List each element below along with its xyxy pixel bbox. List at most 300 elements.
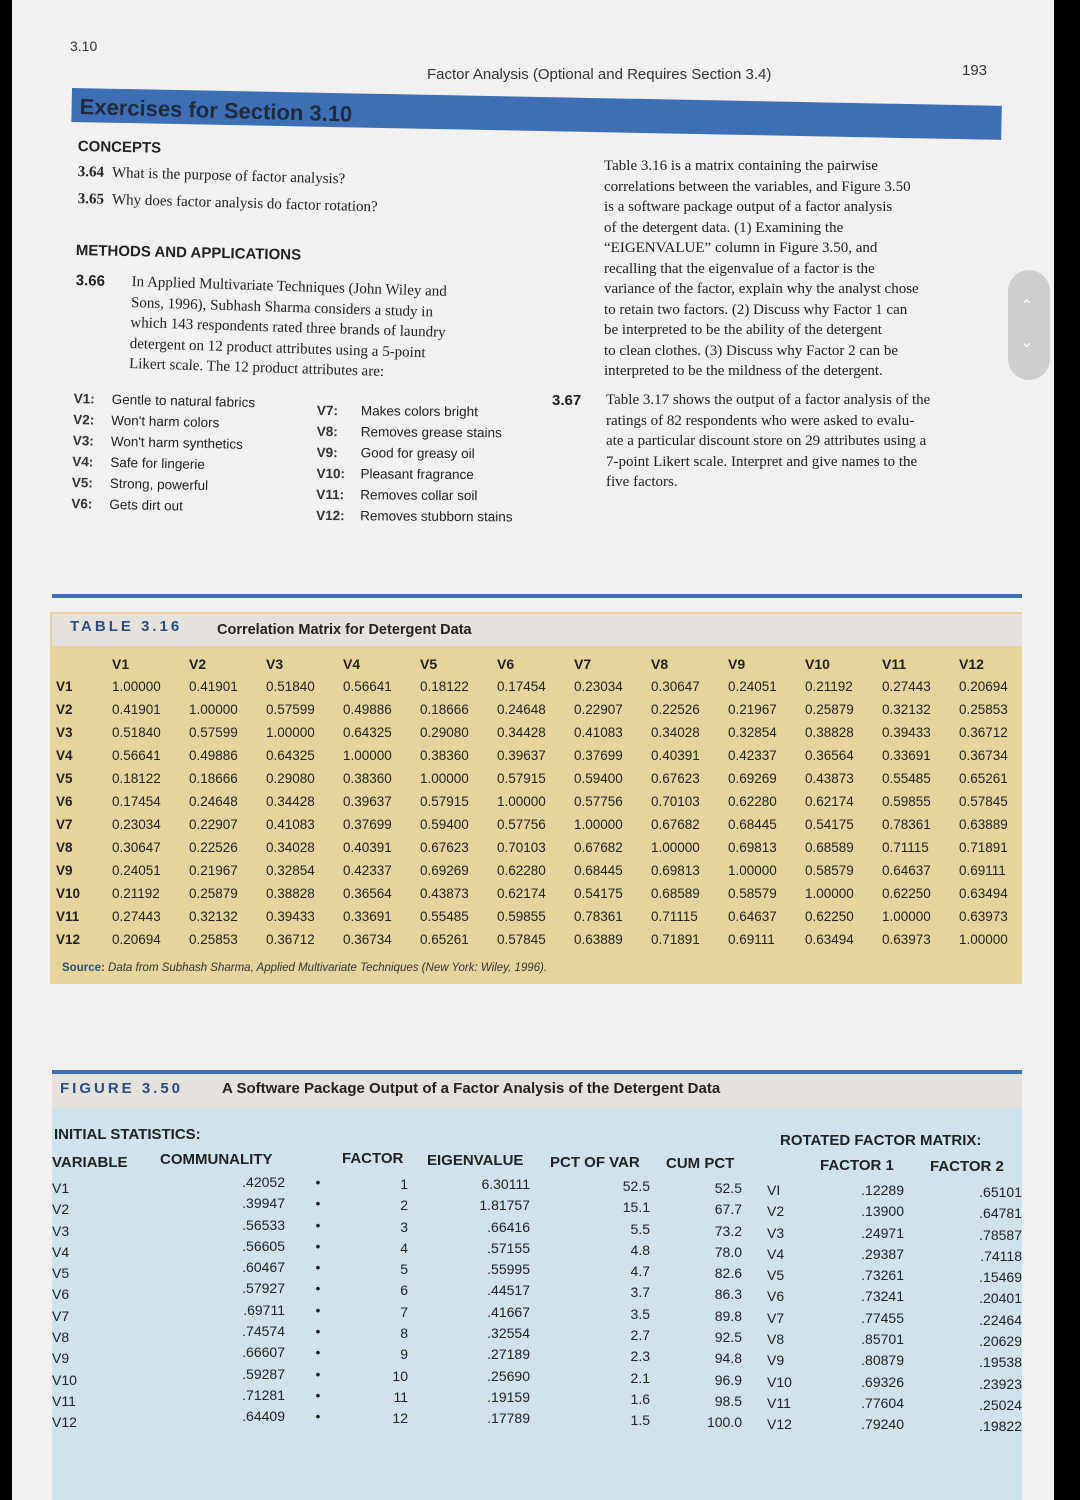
factor-cell: 12 xyxy=(392,1410,408,1427)
table-cell: 0.22907 xyxy=(189,817,238,832)
communality-column xyxy=(192,1172,285,1428)
table-row xyxy=(52,767,1036,790)
factor-2-cell: .64781 xyxy=(979,1205,1022,1222)
table-cell: 0.54175 xyxy=(574,886,623,901)
table-cell: 0.62280 xyxy=(728,794,777,809)
table-cell: 0.58579 xyxy=(728,886,777,901)
table-cell: 0.41901 xyxy=(112,702,161,717)
header-factor-1: FACTOR 1 xyxy=(820,1157,894,1174)
table-cell: 0.34428 xyxy=(497,725,546,740)
factor-1-cell: .13900 xyxy=(861,1203,904,1220)
table-cell: 0.78361 xyxy=(574,909,623,924)
factor-cell: 7 xyxy=(400,1303,408,1320)
question-3-64 xyxy=(78,164,346,188)
table-cell: 0.71891 xyxy=(959,840,1008,855)
table-cell: 0.30647 xyxy=(112,840,161,855)
header-eigenvalue: EIGENVALUE xyxy=(427,1152,524,1169)
table-cell: 0.69269 xyxy=(728,771,777,786)
attribute-item: V11: Removes collar soil xyxy=(316,486,478,504)
factor-cell: 11 xyxy=(393,1388,408,1405)
header-variable: VARIABLE xyxy=(52,1154,128,1171)
table-row xyxy=(52,905,1036,928)
rotated-variable-cell: V4 xyxy=(767,1245,785,1262)
variable-cell: V5 xyxy=(52,1265,70,1282)
factor-1-cell: .79240 xyxy=(861,1416,904,1433)
rotated-matrix-heading: ROTATED FACTOR MATRIX: xyxy=(780,1132,982,1149)
table-cell: 1.00000 xyxy=(112,679,161,694)
table-cell: 0.32132 xyxy=(882,702,931,717)
pct-var-cell: 2.1 xyxy=(630,1369,650,1386)
factor-cell: 5 xyxy=(400,1261,408,1278)
text-line: which 143 respondents rated three brands of laundry xyxy=(130,314,446,341)
communality-cell: .66607 xyxy=(242,1344,285,1361)
table-cell: 0.71115 xyxy=(882,840,929,855)
text-line: five factors. xyxy=(606,474,678,490)
variable-cell: V7 xyxy=(52,1307,70,1324)
table-cell: 0.69813 xyxy=(728,840,777,855)
table-cell: 1.00000 xyxy=(728,863,777,878)
factor-2-cell: .65101 xyxy=(979,1184,1022,1200)
table-cell: 0.57756 xyxy=(497,817,546,832)
question-3-67-text xyxy=(606,390,1006,493)
column-header: V12 xyxy=(959,655,984,672)
table-cell: 0.27443 xyxy=(882,679,931,694)
factor-2-cell: .20401 xyxy=(979,1290,1022,1307)
table-cell: 0.39433 xyxy=(266,909,315,924)
factor-2-cell: .22464 xyxy=(979,1311,1022,1328)
table-cell: 0.40391 xyxy=(343,840,392,855)
row-label: V2 xyxy=(56,702,73,717)
pct-var-cell: 3.5 xyxy=(630,1305,650,1322)
table-cell: 0.63973 xyxy=(959,909,1008,924)
table-cell: 0.18122 xyxy=(112,771,161,786)
table-cell: 0.51840 xyxy=(112,725,161,740)
table-cell: 0.23034 xyxy=(112,817,161,832)
rotated-variable-cell: V11 xyxy=(767,1394,791,1411)
table-cell: 0.30647 xyxy=(651,679,700,694)
table-cell: 0.68445 xyxy=(728,817,777,832)
attribute-item: V3: Won't harm synthetics xyxy=(72,432,244,452)
communality-cell: .39947 xyxy=(242,1195,285,1212)
table-cell: 0.20694 xyxy=(112,932,161,947)
column-header: V10 xyxy=(805,655,830,672)
table-cell: 0.64637 xyxy=(882,863,931,878)
communality-cell: .59287 xyxy=(242,1365,285,1382)
communality-cell: .42052 xyxy=(242,1174,285,1190)
communality-cell: .64409 xyxy=(242,1408,285,1425)
table-cell: 1.00000 xyxy=(497,794,546,809)
column-header: V2 xyxy=(189,655,207,672)
table-cell: 0.24648 xyxy=(189,794,238,809)
text-line: be interpreted to be the ability of the detergent xyxy=(604,322,882,338)
table-cell: 0.24051 xyxy=(112,863,161,878)
table-cell: 0.62280 xyxy=(497,863,546,878)
table-cell: 0.71115 xyxy=(651,909,698,924)
pct-var-cell: 2.7 xyxy=(630,1327,650,1344)
text-line: ate a particular discount store on 29 attributes using a xyxy=(606,433,927,449)
table-cell: 0.42337 xyxy=(728,748,777,763)
table-cell: 0.24051 xyxy=(728,679,777,694)
attribute-item: V7: Makes colors bright xyxy=(316,402,479,420)
table-cell: 0.21192 xyxy=(805,679,853,694)
factor-1-cell: .77455 xyxy=(861,1309,904,1326)
table-row xyxy=(52,928,1036,951)
column-header: V5 xyxy=(420,655,438,672)
table-cell: 0.32132 xyxy=(189,909,238,924)
eigenvalue-column xyxy=(452,1174,530,1430)
pct-var-cell: 1.6 xyxy=(630,1390,650,1407)
table-cell: 0.49886 xyxy=(189,748,238,763)
separator-dot: • xyxy=(315,1216,321,1233)
text-line: ratings of 82 respondents who were asked to evalu- xyxy=(606,412,915,429)
separator-dot: • xyxy=(315,1174,321,1190)
table-cell: 0.25853 xyxy=(189,932,238,947)
page-number: 193 xyxy=(962,62,988,79)
table-source xyxy=(62,962,547,974)
header-cum-pct: CUM PCT xyxy=(666,1155,735,1172)
cum-pct-cell: 92.5 xyxy=(714,1329,742,1346)
attribute-item: V6: Gets dirt out xyxy=(71,495,184,514)
table-row xyxy=(52,744,1036,767)
table-cell: 0.29080 xyxy=(266,771,315,786)
table-cell: 0.36712 xyxy=(959,725,1008,740)
separator-dot: • xyxy=(315,1386,321,1403)
table-cell: 0.38360 xyxy=(343,771,392,786)
chevron-down-icon[interactable]: ⌄ xyxy=(1020,334,1034,351)
text-line: In Applied Multivariate Techniques (John Wiley and xyxy=(131,273,448,300)
table-cell: 0.32854 xyxy=(728,725,777,740)
table-cell: 0.62250 xyxy=(805,909,854,924)
table-cell: 0.59400 xyxy=(574,771,623,786)
table-cell: 0.63889 xyxy=(959,817,1008,832)
table-cell: 0.21967 xyxy=(189,863,238,878)
table-cell: 0.62174 xyxy=(497,886,546,901)
factor-2-cell: .15469 xyxy=(979,1269,1022,1286)
table-cell: 0.62250 xyxy=(882,886,931,901)
table-cell: 0.63494 xyxy=(959,886,1008,901)
table-cell: 0.25879 xyxy=(805,702,854,717)
pct-var-cell: 5.5 xyxy=(630,1220,650,1237)
cum-pct-cell: 78.0 xyxy=(714,1243,742,1260)
factor-cell: 6 xyxy=(400,1282,408,1299)
column-header: V6 xyxy=(497,655,515,672)
question-3-65 xyxy=(78,191,378,216)
text-line: recalling that the eigenvalue of a factor is the xyxy=(604,260,875,277)
table-row xyxy=(52,813,1036,836)
table-cell: 0.41901 xyxy=(189,679,238,694)
attribute-item: V8: Removes grease stains xyxy=(316,423,502,441)
table-cell: 0.57845 xyxy=(497,932,546,947)
variable-cell: V11 xyxy=(52,1392,76,1409)
factor-2-cell: .25024 xyxy=(979,1396,1022,1413)
separator-dot: • xyxy=(315,1195,321,1212)
pct-var-cell: 15.1 xyxy=(622,1199,650,1216)
table-cell: 0.57756 xyxy=(574,794,623,809)
table-cell: 0.67623 xyxy=(651,771,700,786)
separator-dot: • xyxy=(315,1301,321,1318)
figure-label: FIGURE 3.50 xyxy=(60,1080,184,1097)
table-cell: 1.00000 xyxy=(574,817,623,832)
column-header: V7 xyxy=(574,655,592,672)
table-row xyxy=(52,698,1036,721)
row-label: V10 xyxy=(56,886,81,901)
table-row xyxy=(52,859,1036,882)
table-cell: 0.17454 xyxy=(497,679,546,694)
table-cell: 0.34028 xyxy=(266,840,315,855)
table-cell: 0.36734 xyxy=(343,932,392,947)
factor-cell: 1 xyxy=(400,1176,408,1192)
text-line: to clean clothes. (3) Discuss why Factor 2 can be xyxy=(604,342,899,359)
table-header-band xyxy=(52,614,1022,646)
attribute-item: V1: Gentle to natural fabrics xyxy=(73,390,256,411)
concepts-heading: CONCEPTS xyxy=(77,138,162,157)
factor-1-cell: .73241 xyxy=(861,1288,904,1305)
cum-pct-cell: 94.8 xyxy=(714,1350,742,1367)
variable-cell: V3 xyxy=(52,1222,70,1239)
table-cell: 0.59855 xyxy=(882,794,931,809)
table-cell: 0.18666 xyxy=(189,771,238,786)
section-number: 3.10 xyxy=(70,38,98,54)
rotated-variable-column xyxy=(767,1180,817,1436)
eigenvalue-cell: .66416 xyxy=(487,1218,530,1235)
table-cell: 0.56641 xyxy=(343,679,392,694)
table-cell: 0.57915 xyxy=(497,771,546,786)
text-line: Table 3.16 is a matrix containing the pairwise xyxy=(604,158,878,174)
table-cell: 0.17454 xyxy=(112,794,161,809)
communality-cell: .71281 xyxy=(242,1386,285,1403)
text-line: Likert scale. The 12 product attributes are: xyxy=(128,355,385,380)
table-cell: 0.63889 xyxy=(574,932,623,947)
eigenvalue-cell: .19159 xyxy=(487,1388,530,1405)
row-label: V11 xyxy=(56,909,80,924)
table-cell: 0.63494 xyxy=(805,932,854,947)
initial-statistics-heading: INITIAL STATISTICS: xyxy=(54,1126,201,1143)
table-cell: 1.00000 xyxy=(805,886,854,901)
cum-pct-cell: 96.9 xyxy=(714,1371,742,1388)
table-cell: 0.18666 xyxy=(420,702,469,717)
pct-var-cell: 3.7 xyxy=(630,1284,650,1301)
factor-1-cell: .29387 xyxy=(861,1245,904,1262)
header-communality: COMMUNALITY xyxy=(160,1151,273,1168)
table-cell: 0.25879 xyxy=(189,886,238,901)
factor-1-cell: .73261 xyxy=(861,1267,904,1284)
table-cell: 0.39433 xyxy=(882,725,931,740)
header-factor-2: FACTOR 2 xyxy=(930,1158,1004,1175)
variable-cell: V6 xyxy=(52,1286,70,1303)
question-number-3-67: 3.67 xyxy=(552,392,582,409)
variable-cell: V4 xyxy=(52,1243,70,1260)
table-cell: 1.00000 xyxy=(343,748,392,763)
variable-cell: V9 xyxy=(52,1350,70,1367)
question-number-3-66: 3.66 xyxy=(75,272,106,290)
rotated-variable-cell: V3 xyxy=(767,1224,785,1241)
eigenvalue-cell: 6.30111 xyxy=(481,1176,530,1192)
table-row xyxy=(52,675,1036,698)
table-cell: 1.00000 xyxy=(266,725,315,740)
table-cell: 0.68589 xyxy=(805,840,854,855)
rotated-variable-cell: V8 xyxy=(767,1331,785,1348)
text-line: variance of the factor, explain why the analyst chose xyxy=(604,281,919,297)
factor-cell: 10 xyxy=(392,1367,408,1384)
factor-1-cell: .85701 xyxy=(861,1331,904,1348)
separator-dot: • xyxy=(315,1408,321,1425)
factor-1-cell: .12289 xyxy=(861,1182,904,1198)
column-header: V8 xyxy=(651,655,669,672)
table-cell: 0.67623 xyxy=(420,840,469,855)
variable-cell: V10 xyxy=(52,1371,77,1388)
column-header-row xyxy=(52,652,1036,675)
question-number: 3.64 xyxy=(77,164,105,181)
table-cell: 0.70103 xyxy=(497,840,546,855)
table-cell: 0.23034 xyxy=(574,679,623,694)
table-cell: 0.43873 xyxy=(805,771,854,786)
column-header: V4 xyxy=(343,655,361,672)
table-cell: 0.68589 xyxy=(651,886,700,901)
table-row xyxy=(52,721,1036,744)
rotated-variable-cell: V5 xyxy=(767,1267,785,1284)
text-line: 7-point Likert scale. Interpret and give names to the xyxy=(606,453,918,470)
factor-cell: 8 xyxy=(400,1325,408,1342)
table-cell: 1.00000 xyxy=(189,702,238,717)
row-label: V5 xyxy=(56,771,73,786)
factor-2-cell: .78587 xyxy=(979,1226,1022,1243)
table-cell: 0.41083 xyxy=(574,725,623,740)
rotated-variable-cell: V6 xyxy=(767,1288,785,1305)
table-cell: 0.29080 xyxy=(420,725,469,740)
factor-cell: 2 xyxy=(400,1197,408,1214)
eigenvalue-cell: .32554 xyxy=(487,1325,530,1342)
table-cell: 1.00000 xyxy=(959,932,1008,947)
table-cell: 0.21192 xyxy=(112,886,160,901)
communality-cell: .56605 xyxy=(242,1237,285,1254)
question-3-66-text xyxy=(129,272,522,387)
table-cell: 0.27443 xyxy=(112,909,161,924)
methods-heading: METHODS AND APPLICATIONS xyxy=(75,242,302,264)
separator-dot: • xyxy=(315,1365,321,1382)
pct-var-cell: 52.5 xyxy=(622,1178,650,1194)
question-text: Why does factor analysis do factor rotation? xyxy=(111,191,378,216)
table-cell: 0.54175 xyxy=(805,817,854,832)
factor-2-cell: .23923 xyxy=(979,1375,1022,1392)
row-label: V7 xyxy=(56,817,73,832)
cum-pct-cell: 98.5 xyxy=(714,1392,742,1409)
table-cell: 0.21967 xyxy=(728,702,777,717)
communality-cell: .60467 xyxy=(242,1259,285,1276)
source-text: Data from Subhash Sharma, Applied Multivariate Techniques (New York: Wiley, 1996). xyxy=(108,962,548,974)
text-line: interpreted to be the mildness of the detergent. xyxy=(604,363,883,379)
factor-cell: 4 xyxy=(400,1239,408,1256)
table-cell: 0.24648 xyxy=(497,702,546,717)
factor-cell: 3 xyxy=(400,1218,408,1235)
attribute-item: V2: Won't harm colors xyxy=(73,411,220,431)
column-header: V3 xyxy=(266,655,284,672)
column-header: V11 xyxy=(882,655,907,672)
variable-cell: V2 xyxy=(52,1201,70,1218)
rotated-variable-cell: V12 xyxy=(767,1416,792,1433)
text-line: of the detergent data. (1) Examining the xyxy=(604,219,844,236)
separator-dot-column xyxy=(308,1172,328,1428)
eigenvalue-cell: .55995 xyxy=(487,1261,530,1278)
table-cell: 0.49886 xyxy=(343,702,392,717)
rotated-variable-cell: V7 xyxy=(767,1309,785,1326)
page-navigation xyxy=(1008,270,1050,380)
table-cell: 0.59855 xyxy=(497,909,546,924)
eigenvalue-cell: .27189 xyxy=(487,1346,530,1363)
attribute-list-right xyxy=(316,400,513,527)
running-title: Factor Analysis (Optional and Requires Section 3.4) xyxy=(427,66,772,83)
table-cell: 0.55485 xyxy=(420,909,469,924)
separator-dot: • xyxy=(315,1280,321,1297)
attribute-item: V4: Safe for lingerie xyxy=(72,453,206,472)
eigenvalue-cell: .41667 xyxy=(487,1303,530,1320)
table-cell: 0.37699 xyxy=(574,748,623,763)
table-cell: 0.69269 xyxy=(420,863,469,878)
rotated-variable-cell: V9 xyxy=(767,1352,785,1369)
table-row xyxy=(52,836,1036,859)
text-line: detergent on 12 product attributes using a 5-point xyxy=(129,335,426,361)
table-cell: 0.65261 xyxy=(420,932,469,947)
table-cell: 0.64325 xyxy=(343,725,392,740)
table-cell: 0.20694 xyxy=(959,679,1008,694)
factor-1-cell: .77604 xyxy=(861,1394,904,1411)
exercises-title: Exercises for Section 3.10 xyxy=(79,94,353,127)
attribute-item: V5: Strong, powerful xyxy=(71,474,209,494)
table-cell: 0.67682 xyxy=(651,817,700,832)
table-cell: 0.39637 xyxy=(497,748,546,763)
table-cell: 0.63973 xyxy=(882,932,931,947)
table-cell: 0.33691 xyxy=(343,909,392,924)
cum-pct-cell: 82.6 xyxy=(714,1265,742,1282)
text-line: “EIGENVALUE” column in Figure 3.50, and xyxy=(604,240,878,256)
table-cell: 0.36734 xyxy=(959,748,1008,763)
factor-cell: 9 xyxy=(400,1346,408,1363)
row-label: V12 xyxy=(56,932,81,947)
table-cell: 0.32854 xyxy=(266,863,315,878)
rotated-variable-cell: V10 xyxy=(767,1373,792,1390)
figure-title: A Software Package Output of a Factor Analysis of the Detergent Data xyxy=(222,1080,721,1097)
factor-2-cell: .74118 xyxy=(980,1247,1022,1264)
table-cell: 0.43873 xyxy=(420,886,469,901)
cum-pct-cell: 100.0 xyxy=(706,1414,742,1431)
table-cell: 0.69111 xyxy=(728,932,775,947)
cum-pct-column xyxy=(682,1178,742,1434)
eigenvalue-cell: .25690 xyxy=(487,1367,530,1384)
row-label: V8 xyxy=(56,840,73,855)
table-cell: 1.00000 xyxy=(882,909,931,924)
pct-var-cell: 1.5 xyxy=(630,1412,650,1429)
table-cell: 1.00000 xyxy=(651,840,700,855)
table-cell: 0.36564 xyxy=(805,748,854,763)
table-cell: 0.57915 xyxy=(420,794,469,809)
table-cell: 0.57845 xyxy=(959,794,1008,809)
factor-1-column xyxy=(832,1180,904,1436)
eigenvalue-cell: 1.81757 xyxy=(479,1197,530,1214)
table-cell: 0.78361 xyxy=(882,817,931,832)
text-line: Table 3.17 shows the output of a factor analysis of the xyxy=(606,392,931,408)
table-cell: 0.70103 xyxy=(651,794,700,809)
cum-pct-cell: 89.8 xyxy=(714,1307,742,1324)
text-line: correlations between the variables, and Figure 3.50 xyxy=(604,178,911,195)
separator-dot: • xyxy=(315,1237,321,1254)
pct-var-cell: 4.7 xyxy=(630,1263,650,1280)
rotated-variable-cell: VI xyxy=(767,1182,781,1198)
chevron-up-icon[interactable]: ⌃ xyxy=(1020,298,1034,315)
communality-cell: .74574 xyxy=(242,1323,285,1340)
question-text: What is the purpose of factor analysis? xyxy=(111,164,346,188)
table-cell: 0.59400 xyxy=(420,817,469,832)
question-number: 3.65 xyxy=(77,191,105,208)
separator-dot: • xyxy=(315,1344,321,1361)
